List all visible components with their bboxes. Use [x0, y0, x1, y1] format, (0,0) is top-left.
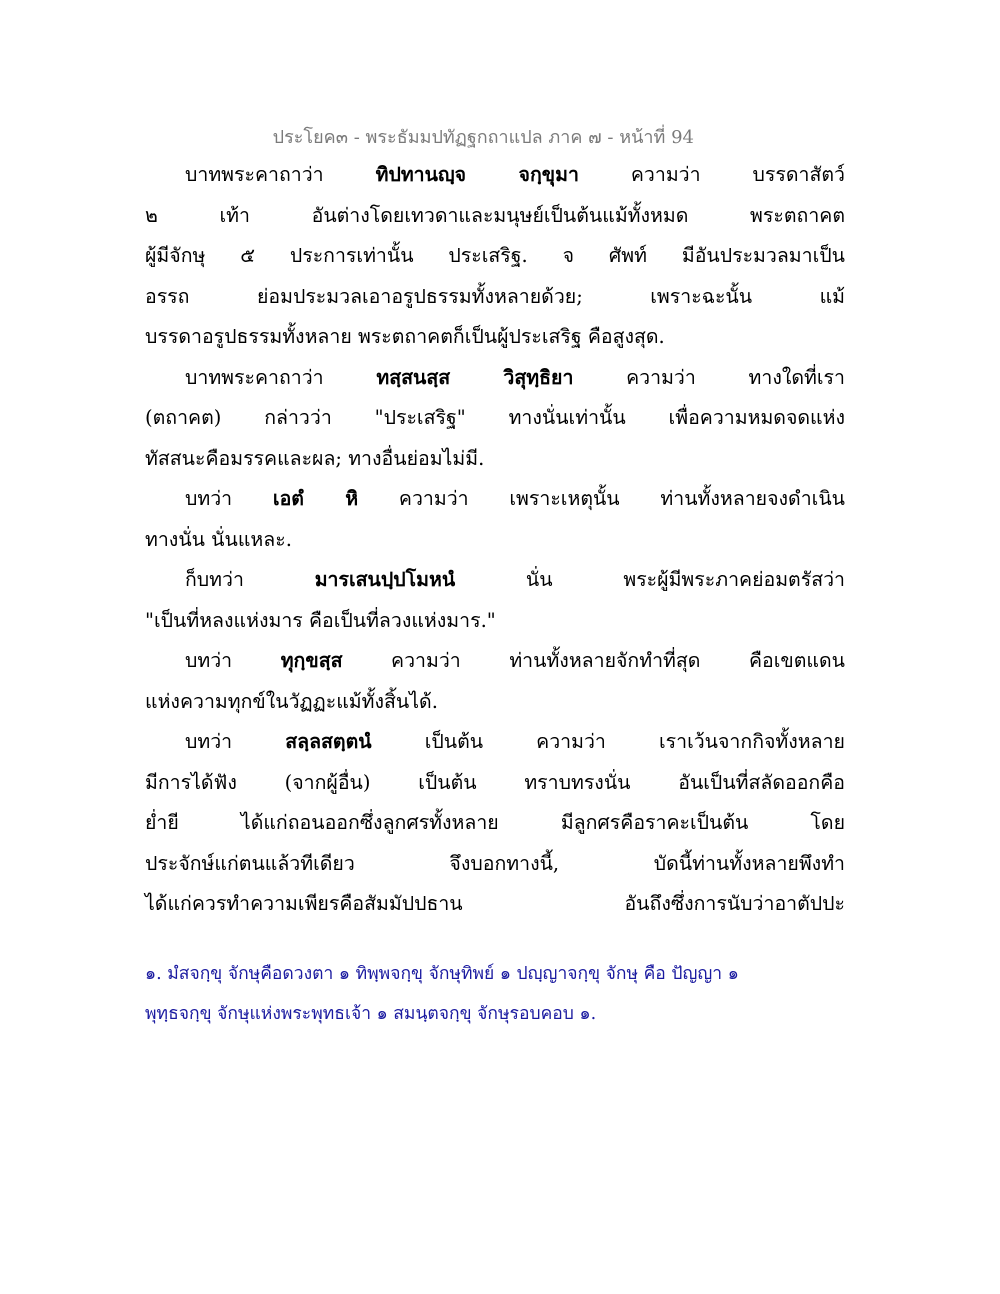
text-line: บทว่า ทุกฺขสฺส ความว่า ท่านทั้งหลายจักทำที่สุด คือเขตแดน [185, 649, 845, 672]
text-line: (ตถาคต) กล่าวว่า "ประเสริฐ" ทางนั่นเท่านั้น เพื่อความหมดจดแห่ง [145, 406, 845, 429]
paragraph [145, 155, 845, 358]
footnote-line: ๑. มํสจกฺขุ จักษุคือดวงตา ๑ ทิพฺพจกฺขุ จักษุทิพย์ ๑ ปญฺญาจกฺขุ จักษุ คือ ปัญญา ๑ [145, 964, 739, 984]
text-line: อรรถ ย่อมประมวลเอาอรูปธรรมทั้งหลายด้วย; เพราะฉะนั้น แม้ [145, 284, 845, 308]
text-line: บรรดาอรูปธรรมทั้งหลาย พระตถาคตก็เป็นผู้ประเสริฐ คือสูงสุด. [145, 325, 665, 348]
pali-term: สลฺลสตฺตนํ [285, 730, 372, 753]
text-line: บทว่า เอตํ หิ ความว่า เพราะเหตุนั้น ท่านทั้งหลายจงดำเนิน [185, 487, 845, 510]
paragraph [145, 479, 845, 560]
page-header: ประโยค๓ - พระธัมมปทัฏฐกถาแปล ภาค ๗ - หน้าที่ 94 [272, 127, 694, 148]
text-line: แห่งความทุกข์ในวัฏฏะแม้ทั้งสิ้นได้. [145, 689, 438, 713]
text-line: ประจักษ์แก่ตนแล้วทีเดียว จึงบอกทางนี้, บัดนี้ท่านทั้งหลายพึงทำ [145, 851, 845, 875]
text-line: ย่ำยี ได้แก่ถอนออกซึ่งลูกศรทั้งหลาย มีลูกศรคือราคะเป็นต้น โดย [145, 811, 845, 834]
footnote-line: พุทฺธจกฺขุ จักษุแห่งพระพุทธเจ้า ๑ สมนฺตจกฺขุ จักษุรอบคอบ ๑. [145, 1004, 597, 1024]
pali-term: มารเสนปฺปโมหนํ [314, 568, 456, 591]
pali-term: ทิปทานญฺจ จกฺขุมา [375, 163, 579, 186]
pali-term: เอตํ หิ [272, 487, 359, 510]
paragraph [145, 358, 845, 480]
paragraph [145, 722, 845, 925]
pali-term: ทสฺสนสฺส วิสุทฺธิยา [376, 365, 574, 389]
text-line: บาทพระคาถาว่า ทิปทานญฺจ จกฺขุมา ความว่า บรรดาสัตว์ [185, 163, 845, 186]
text-line: ทัสสนะคือมรรคและผล; ทางอื่นย่อมไม่มี. [145, 446, 485, 470]
footnotes [145, 954, 845, 1034]
pali-term: ทุกฺขสฺส [280, 649, 343, 672]
text-line: บทว่า สลฺลสตฺตนํ เป็นต้น ความว่า เราเว้นจากกิจทั้งหลาย [185, 730, 845, 753]
text-line: ก็บทว่า มารเสนปฺปโมหนํ นั่น พระผู้มีพระภาคย่อมตรัสว่า [185, 568, 845, 591]
body-text [145, 155, 845, 925]
text-line: ได้แก่ควรทำความเพียรคือสัมมัปปธาน อันถึงซึ่งการนับว่าอาตัปปะ [145, 892, 845, 915]
text-line: "เป็นที่หลงแห่งมาร คือเป็นที่ลวงแห่งมาร." [145, 608, 496, 632]
text-line: บาทพระคาถาว่า ทสฺสนสฺส วิสุทฺธิยา ความว่า ทางใดที่เรา [185, 365, 845, 389]
text-line: ผู้มีจักษุ ๕ ประการเท่านั้น ประเสริฐ. จ ศัพท์ มีอันประมวลมาเป็น [145, 244, 845, 267]
paragraph [145, 560, 845, 641]
text-line: ๒ เท้า อันต่างโดยเทวดาและมนุษย์เป็นต้นแม้ทั้งหมด พระตถาคต [145, 203, 845, 227]
text-line: มีการได้ฟัง (จากผู้อื่น) เป็นต้น ทราบทรงนั่น อันเป็นที่สลัดออกคือ [145, 770, 845, 794]
paragraph [145, 641, 845, 722]
text-line: ทางนั่น นั่นแหละ. [145, 527, 292, 551]
